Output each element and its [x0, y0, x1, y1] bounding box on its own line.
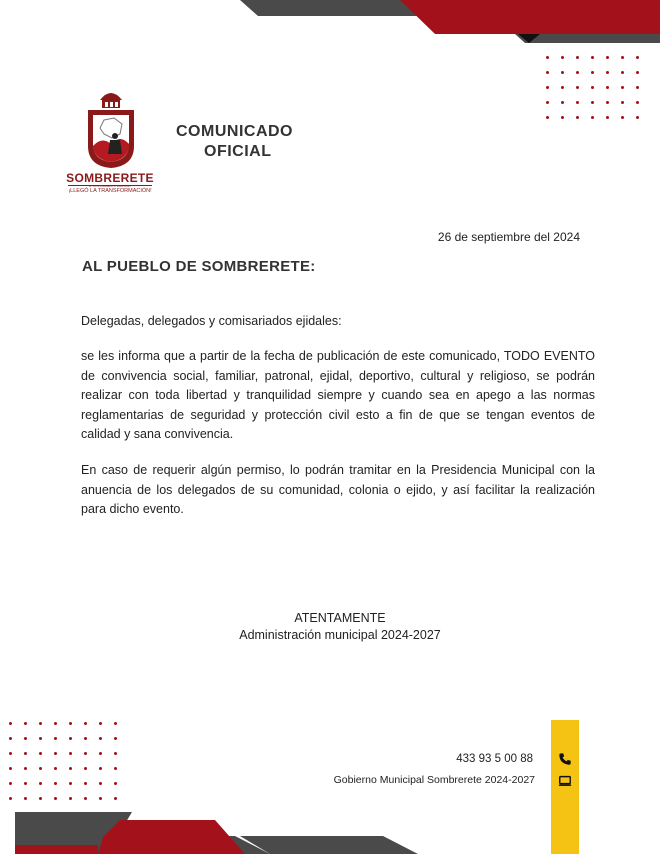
recipient-heading: AL PUEBLO DE SOMBRERETE: [82, 258, 316, 275]
top-banner-decoration [0, 0, 660, 45]
body-paragraph-1: se les informa que a partir de la fecha de publicación de este comunicado, TODO EVENTO de convivencia social, familiar, patronal, ejidal, deportivo, cultural y religioso, se podrán realizar con toda libertad y tranquilidad siempre y cuando sea en apego a las normas reglamentarias de seguridad y protección civil esto a fin de que se tengan eventos de calidad y sana convivencia. [81, 349, 595, 441]
title-line-1: COMUNICADO [176, 123, 293, 140]
municipal-logo [66, 88, 156, 198]
monitor-icon [558, 774, 572, 788]
closing-block [0, 610, 660, 644]
top-right-dot-grid [546, 56, 651, 131]
logo-tagline: ¡LLEGÓ LA TRANSFORMACIÓN! [68, 188, 152, 194]
closing-line-1: ATENTAMENTE [294, 611, 386, 625]
closing-line-2: Administración municipal 2024-2027 [239, 628, 441, 642]
body-paragraph-2: En caso de requerir algún permiso, lo podrán tramitar en la Presidencia Municipal con la anuencia de los delegados de su comunidad, colonia o ejido, y así facilitar la realización para dicho evento. [81, 463, 595, 516]
logo-emblem-icon [66, 88, 156, 170]
contact-phone: 433 93 5 00 88 [456, 753, 533, 765]
logo-name: SOMBRERETE [66, 171, 154, 185]
title-line-2: OFICIAL [204, 143, 272, 160]
contact-organization: Gobierno Municipal Sombrerete 2024-2027 [333, 774, 535, 786]
greeting-line: Delegadas, delegados y comisariados ejidales: [81, 314, 342, 328]
document-title [176, 122, 326, 162]
logo-small-text: H. AYUNTAMIENTO 2024-2027 [88, 184, 132, 188]
bottom-left-dot-grid [9, 722, 129, 812]
document-date: 26 de septiembre del 2024 [437, 230, 580, 244]
phone-icon [558, 752, 572, 766]
bottom-banner-decoration [0, 808, 440, 854]
